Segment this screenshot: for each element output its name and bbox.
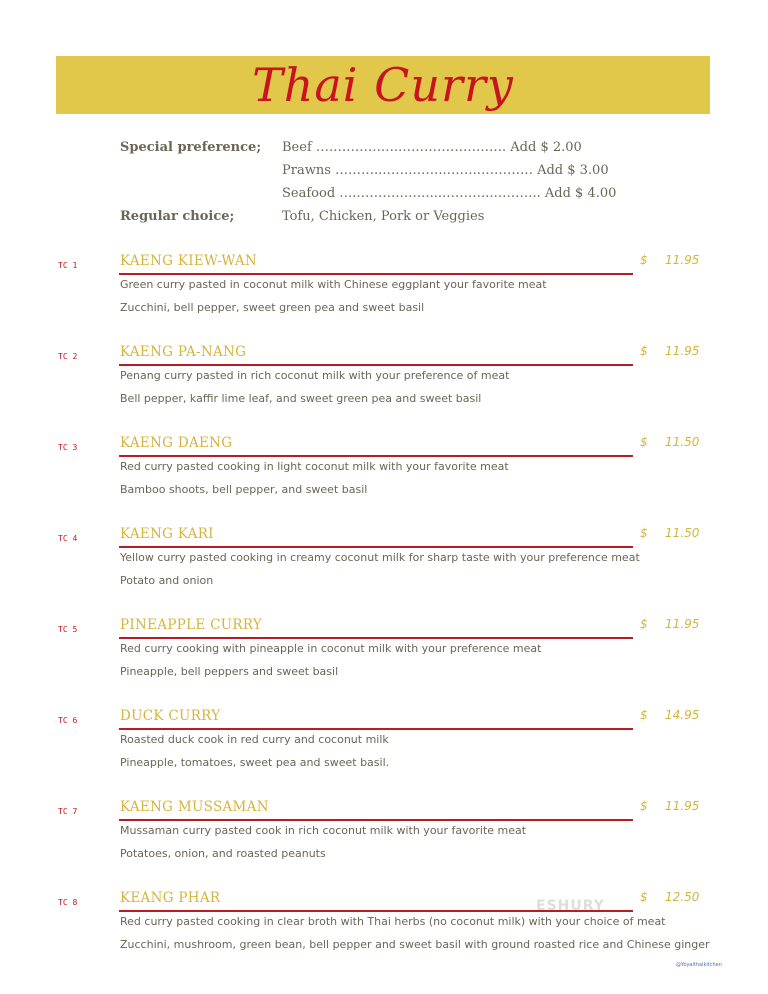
preference-value: Tofu, Chicken, Pork or Veggies: [282, 209, 485, 224]
currency-symbol: $: [640, 708, 648, 722]
item-divider: [119, 364, 633, 366]
page-title: Thai Curry: [252, 58, 514, 112]
item-price: 11.50: [665, 435, 700, 449]
item-code: TC 8: [58, 898, 78, 907]
item-description-detail: Zucchini, mushroom, green bean, bell pepper and sweet basil with ground roasted rice and Chinese ginger: [120, 938, 710, 951]
item-description: Yellow curry pasted cooking in creamy coconut milk for sharp taste with your preference meat: [120, 551, 640, 564]
item-code: TC 2: [58, 352, 78, 361]
item-name: KAENG KIEW-WAN: [120, 253, 257, 269]
preference-label: Special preference;: [120, 140, 262, 155]
item-price: 11.95: [665, 344, 700, 358]
item-divider: [119, 455, 633, 457]
preference-row: [120, 140, 640, 163]
item-description: Red curry pasted cooking in light coconut milk with your favorite meat: [120, 460, 509, 473]
item-description: Green curry pasted in coconut milk with Chinese eggplant your favorite meat: [120, 278, 547, 291]
watermark: ESHURY: [536, 898, 605, 914]
menu-item: [0, 526, 768, 606]
preference-label: Regular choice;: [120, 209, 235, 224]
preference-value: Beef ……………….……………………. Add $ 2.00: [282, 140, 582, 155]
item-description: Red curry cooking with pineapple in coconut milk with your preference meat: [120, 642, 542, 655]
currency-symbol: $: [640, 526, 648, 540]
currency-symbol: $: [640, 344, 648, 358]
item-description: Penang curry pasted in rich coconut milk with your preference of meat: [120, 369, 510, 382]
item-description-detail: Pineapple, bell peppers and sweet basil: [120, 665, 339, 678]
item-name: KAENG DAENG: [120, 435, 233, 451]
item-name: KAENG KARI: [120, 526, 214, 542]
item-description-detail: Potato and onion: [120, 574, 214, 587]
item-code: TC 5: [58, 625, 78, 634]
menu-item: [0, 253, 768, 333]
item-code: TC 1: [58, 261, 78, 270]
menu-item: [0, 617, 768, 697]
item-divider: [119, 546, 633, 548]
item-description: Red curry pasted cooking in clear broth with Thai herbs (no coconut milk) with your choice of meat: [120, 915, 666, 928]
item-name: PINEAPPLE CURRY: [120, 617, 263, 633]
item-divider: [119, 819, 633, 821]
item-code: TC 3: [58, 443, 78, 452]
preference-row: [120, 186, 640, 209]
item-name: KEANG PHAR: [120, 890, 221, 906]
item-price: 12.50: [665, 890, 700, 904]
item-description-detail: Bell pepper, kaffir lime leaf, and sweet green pea and sweet basil: [120, 392, 482, 405]
item-description-detail: Zucchini, bell pepper, sweet green pea and sweet basil: [120, 301, 425, 314]
currency-symbol: $: [640, 799, 648, 813]
item-description: Roasted duck cook in red curry and coconut milk: [120, 733, 389, 746]
menu-item: [0, 890, 768, 970]
menu-item: [0, 435, 768, 515]
item-description-detail: Bamboo shoots, bell pepper, and sweet basil: [120, 483, 368, 496]
item-price: 14.95: [665, 708, 700, 722]
item-price: 11.95: [665, 253, 700, 267]
title-banner: [56, 56, 710, 114]
item-name: KAENG PA-NANG: [120, 344, 247, 360]
item-description: Mussaman curry pasted cook in rich coconut milk with your favorite meat: [120, 824, 527, 837]
item-description-detail: Potatoes, onion, and roasted peanuts: [120, 847, 326, 860]
currency-symbol: $: [640, 617, 648, 631]
item-price: 11.95: [665, 799, 700, 813]
preference-row: [120, 209, 640, 232]
currency-symbol: $: [640, 253, 648, 267]
credit-text: @Yoyaithaikitchen: [676, 962, 722, 968]
menu-item: [0, 799, 768, 879]
preference-value: Prawns ………..…….……..……..………… Add $ 3.00: [282, 163, 609, 178]
item-divider: [119, 637, 633, 639]
menu-item: [0, 344, 768, 424]
item-code: TC 6: [58, 716, 78, 725]
preferences-section: [120, 140, 640, 232]
currency-symbol: $: [640, 435, 648, 449]
item-price: 11.50: [665, 526, 700, 540]
preference-value: Seafood ….……….…….....………..……….. Add $ 4.00: [282, 186, 617, 201]
item-description-detail: Pineapple, tomatoes, sweet pea and sweet basil.: [120, 756, 390, 769]
item-name: KAENG MUSSAMAN: [120, 799, 269, 815]
item-name: DUCK CURRY: [120, 708, 221, 724]
item-price: 11.95: [665, 617, 700, 631]
item-divider: [119, 273, 633, 275]
menu-item: [0, 708, 768, 788]
item-code: TC 4: [58, 534, 78, 543]
currency-symbol: $: [640, 890, 648, 904]
item-code: TC 7: [58, 807, 78, 816]
item-divider: [119, 728, 633, 730]
preference-row: [120, 163, 640, 186]
